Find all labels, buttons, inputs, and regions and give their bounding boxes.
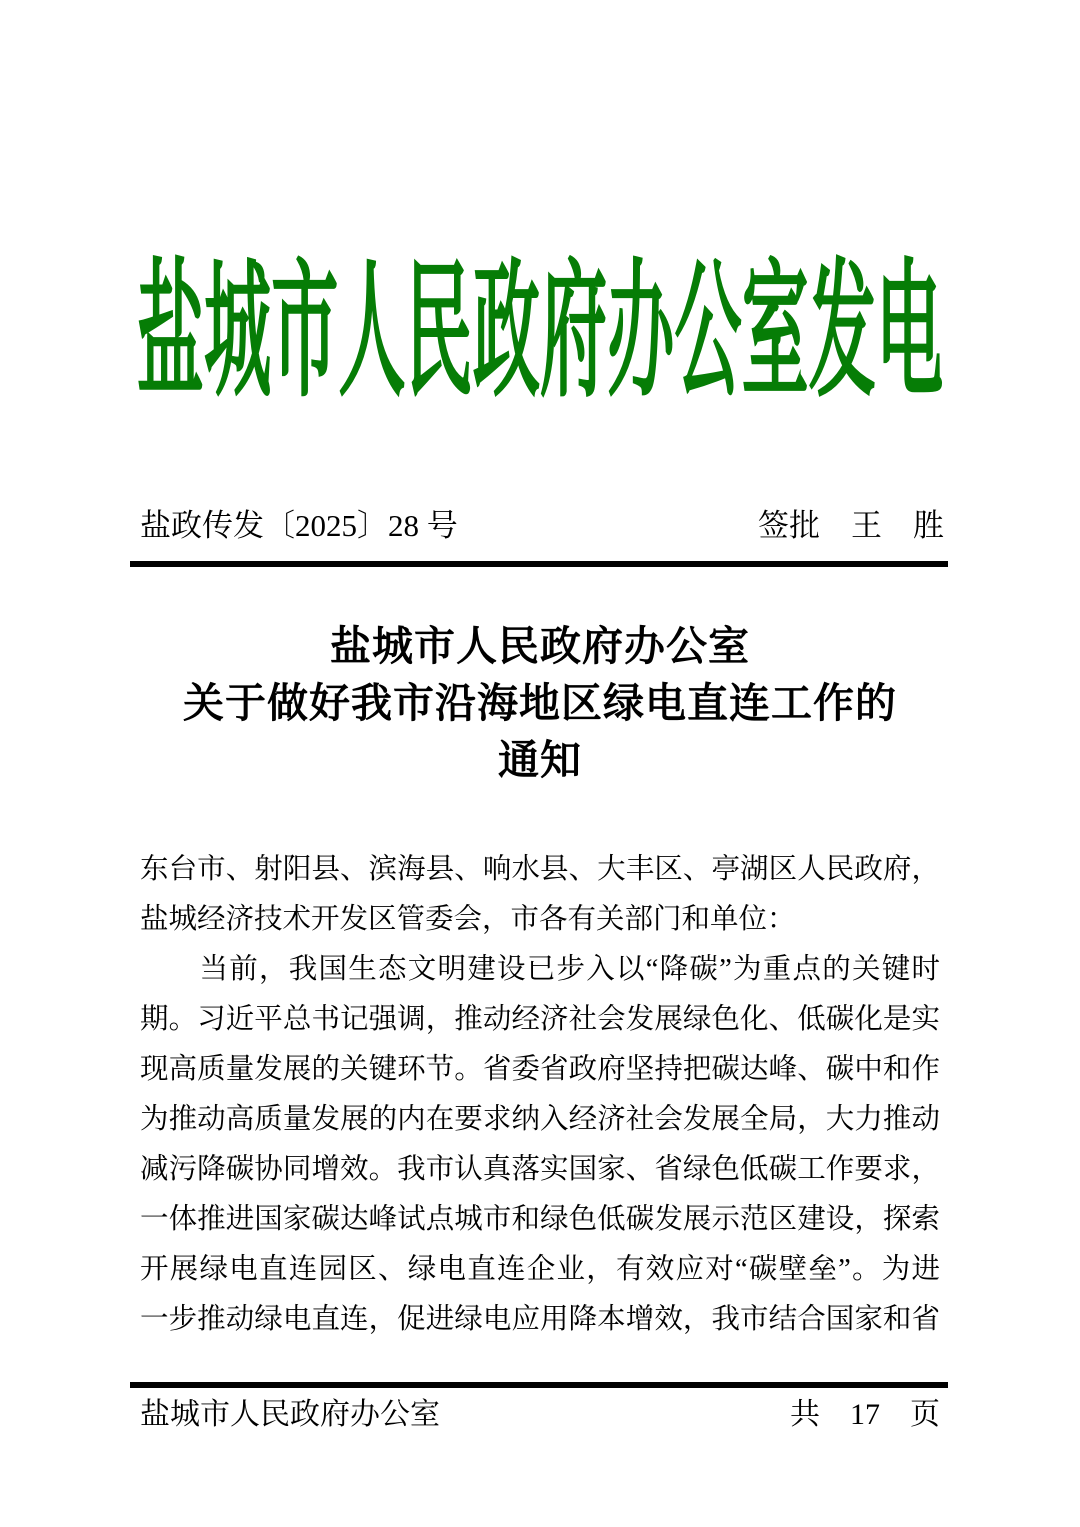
body-text [140, 845, 940, 1345]
body-line: 期。习近平总书记强调，推动经济社会发展绿色化、低碳化是实 [140, 1004, 940, 1035]
document-title-line-2: 关于做好我市沿海地区绿电直连工作的 [183, 680, 897, 726]
body-line: 减污降碳协同增效。我市认真落实国家、省绿色低碳工作要求， [140, 1154, 940, 1185]
footer-page-count: 共 17 页 [790, 1398, 940, 1431]
body-line: 一步推动绿电直连，促进绿电应用降本增效，我市结合国家和省 [140, 1304, 940, 1335]
footer-office: 盐城市人民政府办公室 [140, 1398, 440, 1431]
body-line: 一体推进国家碳达峰试点城市和绿色低碳发展示范区建设，探索 [140, 1204, 940, 1235]
doc-number-row [140, 506, 944, 546]
body-line: 东台市、射阳县、滨海县、响水县、大丰区、亭湖区人民政府， [140, 854, 940, 885]
document-title [0, 618, 1080, 789]
body-line: 当前，我国生态文明建设已步入以“降碳”为重点的关键时 [140, 954, 940, 985]
body-line: 开展绿电直连园区、绿电直连企业，有效应对“碳壁垒”。为进 [140, 1254, 940, 1285]
body-line: 现高质量发展的关键环节。省委省政府坚持把碳达峰、碳中和作 [140, 1054, 940, 1085]
approval-signature: 签批 王 胜 [758, 508, 944, 543]
document-title-line-3: 通知 [498, 737, 582, 783]
footer [140, 1395, 940, 1435]
header-rule [130, 561, 948, 567]
masthead [0, 250, 1080, 416]
doc-number: 盐政传发〔2025〕28 号 [140, 508, 458, 543]
footer-rule [130, 1382, 948, 1388]
body-line: 为推动高质量发展的内在要求纳入经济社会发展全局，大力推动 [140, 1104, 940, 1135]
body-line: 盐城经济技术开发区管委会，市各有关部门和单位： [140, 904, 796, 935]
masthead-title: 盐城市人民政府办公室发电 [136, 250, 944, 416]
document-title-line-1: 盐城市人民政府办公室 [330, 623, 750, 669]
